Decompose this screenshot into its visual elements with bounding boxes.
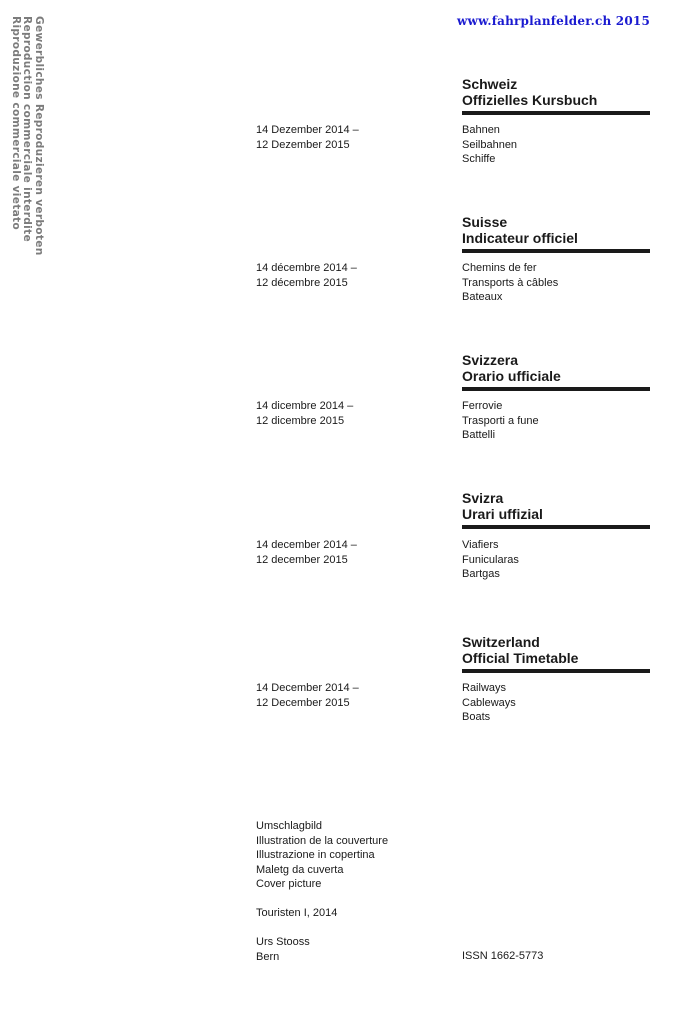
section-heading-rm [462, 491, 650, 529]
date-to: 12 December 2015 [256, 696, 350, 709]
date-to: 12 dicembre 2015 [256, 414, 345, 427]
cover-picture-labels [256, 819, 388, 892]
cover-label: Maletg da cuverta [256, 863, 344, 876]
mode-item: Boats [462, 711, 491, 723]
date-from: 14 décembre 2014 – [256, 262, 357, 274]
date-to: 12 décembre 2015 [256, 276, 348, 289]
mode-item: Chemins de fer [462, 262, 537, 274]
notice-line-fr: Reproduction commerciale interdite [21, 16, 34, 242]
validity-dates-en [256, 681, 359, 710]
date-from: 14 December 2014 – [256, 682, 359, 694]
cover-label: Illustration de la couverture [256, 834, 389, 847]
artist-place: Bern [256, 950, 280, 963]
mode-item: Bartgas [462, 568, 500, 580]
country-name: Svizzera [462, 352, 519, 368]
mode-item: Funicularas [462, 553, 519, 566]
transport-modes-it [462, 399, 539, 443]
notice-line-it: Riproduzione commerciale vietato [10, 16, 22, 230]
cover-caption: Touristen I, 2014 [256, 907, 338, 919]
mode-item: Viafiers [462, 539, 499, 551]
mode-item: Ferrovie [462, 400, 503, 412]
country-name: Switzerland [462, 634, 540, 650]
timetable-title: Offizielles Kursbuch [462, 91, 598, 108]
cover-label: Cover picture [256, 878, 322, 890]
cover-artist [256, 935, 310, 964]
country-name: Schweiz [462, 76, 518, 92]
timetable-title: Official Timetable [462, 649, 579, 666]
notice-line-de: Gewerbliches Reproduzieren verboten [33, 16, 45, 256]
section-heading-fr [462, 215, 650, 253]
date-from: 14 dicembre 2014 – [256, 400, 354, 412]
mode-item: Trasporti a fune [462, 414, 539, 427]
website-header: www.fahrplanfelder.ch 2015 [457, 14, 650, 28]
transport-modes-rm [462, 538, 519, 582]
cover-label: Umschlagbild [256, 820, 323, 832]
mode-item: Bahnen [462, 124, 500, 136]
date-from: 14 Dezember 2014 – [256, 124, 359, 136]
mode-item: Bateaux [462, 291, 503, 303]
date-to: 12 december 2015 [256, 553, 348, 566]
validity-dates-fr [256, 261, 357, 290]
mode-item: Transports à câbles [462, 276, 559, 289]
validity-dates-rm [256, 538, 357, 567]
transport-modes-fr [462, 261, 558, 305]
transport-modes-en [462, 681, 516, 725]
validity-dates-it [256, 399, 353, 428]
mode-item: Railways [462, 682, 507, 694]
section-heading-it [462, 353, 650, 391]
mode-item: Cableways [462, 696, 516, 709]
validity-dates-de [256, 123, 359, 152]
section-heading-en [462, 635, 650, 673]
transport-modes-de [462, 123, 517, 167]
copyright-notice [6, 16, 46, 256]
mode-item: Schiffe [462, 153, 496, 165]
issn-number: ISSN 1662-5773 [462, 950, 544, 962]
mode-item: Battelli [462, 429, 496, 441]
country-name: Suisse [462, 214, 508, 230]
cover-label: Illustrazione in copertina [256, 849, 375, 861]
date-to: 12 Dezember 2015 [256, 138, 350, 151]
country-name: Svizra [462, 490, 504, 506]
timetable-title: Orario ufficiale [462, 367, 561, 384]
mode-item: Seilbahnen [462, 138, 518, 151]
timetable-title: Urari uffizial [462, 505, 543, 522]
timetable-title: Indicateur officiel [462, 229, 578, 246]
section-heading-de [462, 77, 650, 115]
artist-name: Urs Stooss [256, 936, 310, 948]
date-from: 14 december 2014 – [256, 539, 357, 551]
